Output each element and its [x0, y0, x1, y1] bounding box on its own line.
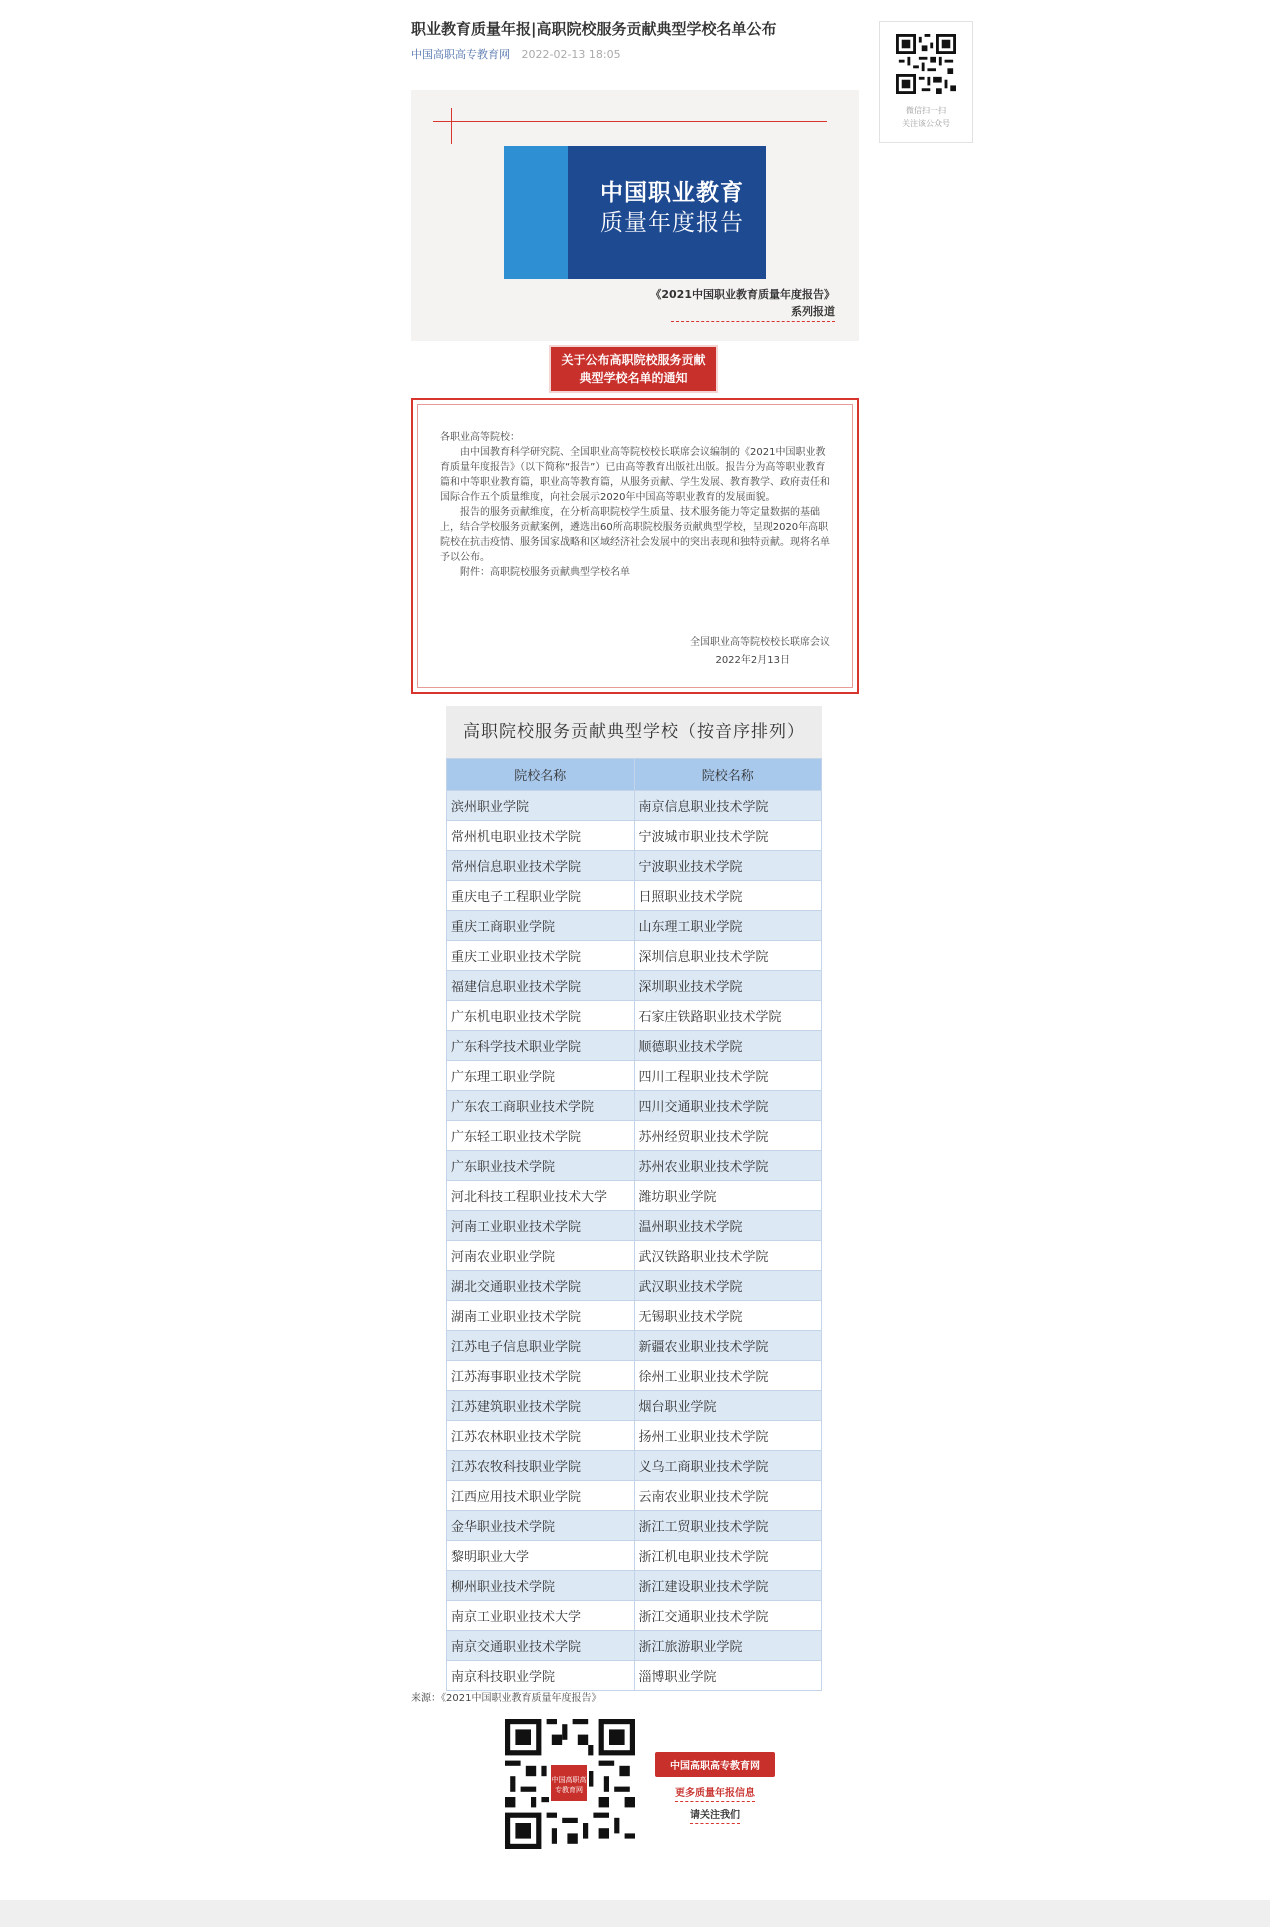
table-row [447, 1181, 822, 1211]
banner-subtitle: 《2021中国职业教育质量年度报告》 [650, 288, 835, 301]
article-date: 2022-02-13 18:05 [521, 48, 621, 61]
school-name-cell: 无锡职业技术学院 [634, 1301, 822, 1331]
table-row [447, 1451, 822, 1481]
notice-title-tag [551, 347, 716, 391]
school-name-cell: 日照职业技术学院 [634, 881, 822, 911]
school-name-cell: 黎明职业大学 [447, 1541, 635, 1571]
table-row [447, 1001, 822, 1031]
school-name-cell: 江苏农林职业技术学院 [447, 1421, 635, 1451]
table-row [447, 1031, 822, 1061]
school-name-cell: 浙江旅游职业学院 [634, 1631, 822, 1661]
letter-paragraph: 由中国教育科学研究院、全国职业高等院校校长联席会议编制的《2021中国职业教育质量年度报告》（以下简称“报告”）已由高等教育出版社出版。报告分为高等职业教育篇和中等职业教育篇，职业高等教育篇，从服务贡献、学生发展、教育教学、政府责任和国际合作五个质量维度，向社会展示2020年中国高等职业教育的发展面貌。 [440, 447, 830, 503]
school-name-cell: 义乌工商职业技术学院 [634, 1451, 822, 1481]
source-note: 来源：《2021中国职业教育质量年度报告》 [411, 1693, 602, 1704]
report-banner [411, 90, 859, 341]
school-name-cell: 柳州职业技术学院 [447, 1571, 635, 1601]
letter-attachment: 附件：高职院校服务贡献典型学校名单 [460, 567, 630, 578]
letter-body [440, 430, 830, 580]
school-name-cell: 金华职业技术学院 [447, 1511, 635, 1541]
cover-stripe [504, 146, 568, 279]
table-row [447, 1211, 822, 1241]
column-header: 院校名称 [447, 759, 635, 791]
table-row [447, 821, 822, 851]
school-name-cell: 河南农业职业学院 [447, 1241, 635, 1271]
promo-follow-text: 请关注我们 [690, 1810, 740, 1824]
table-title: 高职院校服务贡献典型学校（按音序排列） [446, 706, 822, 758]
table-row [447, 1601, 822, 1631]
article-source-link[interactable]: 中国高职高专教育网 [411, 48, 510, 61]
school-name-cell: 江苏建筑职业技术学院 [447, 1391, 635, 1421]
school-name-cell: 江苏海事职业技术学院 [447, 1361, 635, 1391]
table-row [447, 1511, 822, 1541]
school-name-cell: 徐州工业职业技术学院 [634, 1361, 822, 1391]
school-list-table [446, 706, 822, 1683]
table-row [447, 1541, 822, 1571]
table-row [447, 1151, 822, 1181]
table-row [447, 1571, 822, 1601]
school-name-cell: 浙江工贸职业技术学院 [634, 1511, 822, 1541]
article-title: 职业教育质量年报|高职院校服务贡献典型学校名单公布 [411, 20, 777, 38]
school-name-cell: 苏州农业职业技术学院 [634, 1151, 822, 1181]
banner-series-label: 系列报道 [671, 303, 835, 322]
decorative-line [433, 121, 827, 122]
school-name-cell: 新疆农业职业技术学院 [634, 1331, 822, 1361]
school-name-cell: 扬州工业职业技术学院 [634, 1421, 822, 1451]
school-name-cell: 山东理工职业学院 [634, 911, 822, 941]
school-table [446, 758, 822, 1691]
table-row [447, 1061, 822, 1091]
cover-title-line2: 质量年度报告 [600, 210, 744, 236]
school-name-cell: 滨州职业学院 [447, 791, 635, 821]
table-row [447, 1391, 822, 1421]
school-name-cell: 南京信息职业技术学院 [634, 791, 822, 821]
school-name-cell: 重庆工业职业技术学院 [447, 941, 635, 971]
school-name-cell: 四川交通职业技术学院 [634, 1091, 822, 1121]
table-row [447, 1421, 822, 1451]
school-name-cell: 广东农工商职业技术学院 [447, 1091, 635, 1121]
school-name-cell: 顺德职业技术学院 [634, 1031, 822, 1061]
school-name-cell: 河北科技工程职业技术大学 [447, 1181, 635, 1211]
table-body [447, 791, 822, 1691]
letter-paragraph: 报告的服务贡献维度，在分析高职院校学生质量、技术服务能力等定量数据的基础上，结合学校服务贡献案例，遴选出60所高职院校服务贡献典型学校，呈现2020年高职院校在抗击疫情、服务国家战略和区域经济社会发展中的突出表现和独特贡献。现将名单予以公布。 [440, 507, 830, 563]
table-row [447, 851, 822, 881]
table-header-row [447, 759, 822, 791]
school-name-cell: 湖北交通职业技术学院 [447, 1271, 635, 1301]
letter-signer: 全国职业高等院校校长联席会议 [690, 637, 830, 648]
school-name-cell: 温州职业技术学院 [634, 1211, 822, 1241]
school-name-cell: 石家庄铁路职业技术学院 [634, 1001, 822, 1031]
school-name-cell: 江西应用技术职业学院 [447, 1481, 635, 1511]
column-header: 院校名称 [634, 759, 822, 791]
qr-code-icon [896, 34, 956, 94]
page-footer [0, 1900, 1270, 1927]
qr-caption-2: 关注该公众号 [902, 119, 950, 128]
school-name-cell: 广东机电职业技术学院 [447, 1001, 635, 1031]
school-name-cell: 宁波城市职业技术学院 [634, 821, 822, 851]
school-name-cell: 云南农业职业技术学院 [634, 1481, 822, 1511]
promo-line: 更多质量年报信息 [675, 1788, 755, 1802]
table-row [447, 941, 822, 971]
notice-letter [411, 398, 859, 694]
letter-salutation: 各职业高等院校： [440, 432, 520, 443]
school-name-cell: 浙江机电职业技术学院 [634, 1541, 822, 1571]
notice-title-line2: 典型学校名单的通知 [579, 371, 688, 385]
school-name-cell: 宁波职业技术学院 [634, 851, 822, 881]
table-row [447, 1241, 822, 1271]
table-row [447, 1301, 822, 1331]
table-row [447, 1271, 822, 1301]
table-row [447, 881, 822, 911]
table-row [447, 1121, 822, 1151]
school-name-cell: 四川工程职业技术学院 [634, 1061, 822, 1091]
school-name-cell: 深圳信息职业技术学院 [634, 941, 822, 971]
wechat-qr-panel [879, 21, 973, 143]
qr-center-logo [549, 1763, 589, 1803]
school-name-cell: 武汉职业技术学院 [634, 1271, 822, 1301]
table-row [447, 911, 822, 941]
school-name-cell: 南京科技职业学院 [447, 1661, 635, 1691]
school-name-cell: 苏州经贸职业技术学院 [634, 1121, 822, 1151]
school-name-cell: 武汉铁路职业技术学院 [634, 1241, 822, 1271]
decorative-line [451, 108, 452, 144]
article-header [411, 18, 859, 62]
school-name-cell: 广东轻工职业技术学院 [447, 1121, 635, 1151]
school-name-cell: 深圳职业技术学院 [634, 971, 822, 1001]
school-name-cell: 重庆工商职业学院 [447, 911, 635, 941]
school-name-cell: 常州信息职业技术学院 [447, 851, 635, 881]
table-row [447, 1631, 822, 1661]
school-name-cell: 烟台职业学院 [634, 1391, 822, 1421]
school-name-cell: 淄博职业学院 [634, 1661, 822, 1691]
qr-logo-text: 中国高职高专教育网 [551, 1776, 587, 1794]
school-name-cell: 广东理工职业学院 [447, 1061, 635, 1091]
follow-promo [655, 1752, 775, 1821]
school-name-cell: 湖南工业职业技术学院 [447, 1301, 635, 1331]
table-row [447, 1361, 822, 1391]
school-name-cell: 河南工业职业技术学院 [447, 1211, 635, 1241]
cover-title-line1: 中国职业教育 [600, 180, 744, 206]
table-row [447, 1331, 822, 1361]
school-name-cell: 江苏电子信息职业学院 [447, 1331, 635, 1361]
follow-qr-code [505, 1719, 635, 1849]
school-name-cell: 南京工业职业技术大学 [447, 1601, 635, 1631]
notice-title-line1: 关于公布高职院校服务贡献 [561, 353, 706, 367]
school-name-cell: 南京交通职业技术学院 [447, 1631, 635, 1661]
school-name-cell: 江苏农牧科技职业学院 [447, 1451, 635, 1481]
qr-caption-1: 微信扫一扫 [906, 106, 946, 115]
table-row [447, 1481, 822, 1511]
school-name-cell: 广东科学技术职业学院 [447, 1031, 635, 1061]
table-row [447, 971, 822, 1001]
table-row [447, 1091, 822, 1121]
promo-site-tag: 中国高职高专教育网 [655, 1752, 775, 1777]
table-row [447, 791, 822, 821]
article-meta [411, 48, 859, 62]
table-row [447, 1661, 822, 1691]
letter-date: 2022年2月13日 [715, 655, 790, 666]
school-name-cell: 常州机电职业技术学院 [447, 821, 635, 851]
school-name-cell: 重庆电子工程职业学院 [447, 881, 635, 911]
school-name-cell: 广东职业技术学院 [447, 1151, 635, 1181]
school-name-cell: 潍坊职业学院 [634, 1181, 822, 1211]
school-name-cell: 浙江交通职业技术学院 [634, 1601, 822, 1631]
school-name-cell: 福建信息职业技术学院 [447, 971, 635, 1001]
school-name-cell: 浙江建设职业技术学院 [634, 1571, 822, 1601]
report-cover-image [504, 146, 766, 279]
